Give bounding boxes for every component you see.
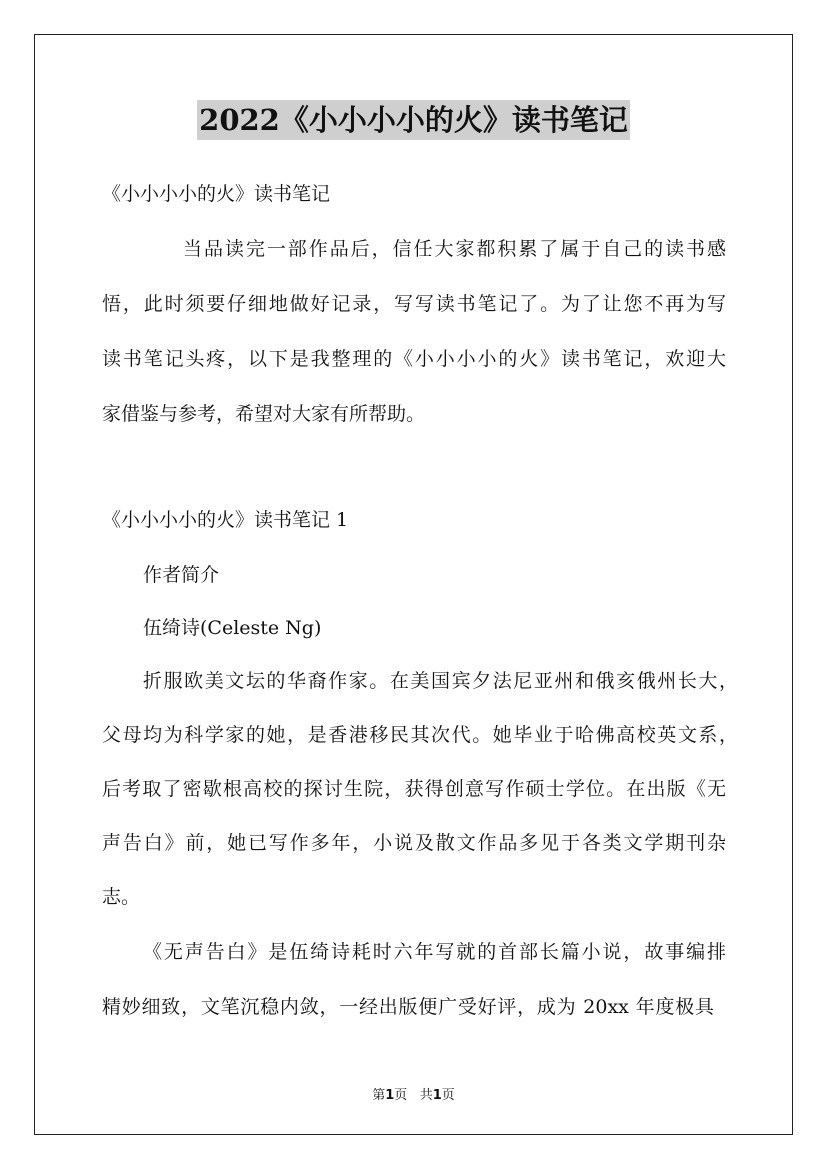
- footer-total-number: 1: [432, 1088, 442, 1103]
- bio-line-3: 后考取了密歇根高校的探讨生院，获得创意写作硕士学位。在出版《无: [102, 778, 726, 800]
- page-footer: [0, 1084, 827, 1103]
- author-name: 伍绮诗(Celeste Ng): [143, 617, 322, 639]
- author-heading: 作者简介: [143, 564, 220, 586]
- intro-line-1: 当品读完一部作品后，信任大家都积累了属于自己的读书感: [183, 238, 726, 260]
- footer-page-prefix: 第: [372, 1088, 386, 1103]
- footer-total-prefix: 共: [419, 1088, 433, 1103]
- intro-line-2: 悟，此时须要仔细地做好记录，写写读书笔记了。为了让您不再为写: [102, 293, 726, 315]
- bio-line-5: 志。: [102, 886, 141, 908]
- section-heading: 《小小小小的火》读书笔记 1: [102, 509, 349, 531]
- intro-line-4: 家借鉴与参考，希望对大家有所帮助。: [102, 403, 426, 425]
- book-line-1: 《无声告白》是伍绮诗耗时六年写就的首部长篇小说，故事编排: [143, 941, 726, 963]
- subtitle: 《小小小小的火》读书笔记: [102, 183, 331, 205]
- intro-line-3: 读书笔记头疼，以下是我整理的《小小小小的火》读书笔记，欢迎大: [102, 348, 726, 370]
- book-line-2: 精妙细致，文笔沉稳内敛，一经出版便广受好评，成为 20xx 年度极具: [102, 996, 714, 1018]
- bio-line-2: 父母均为科学家的她，是香港移民其次代。她毕业于哈佛高校英文系，: [102, 724, 738, 746]
- bio-line-1: 折服欧美文坛的华裔作家。在美国宾夕法尼亚州和俄亥俄州长大，: [143, 670, 738, 692]
- bio-line-4: 声告白》前，她已写作多年，小说及散文作品多见于各类文学期刊杂: [102, 832, 726, 854]
- footer-total-suffix: 页: [441, 1088, 455, 1103]
- title-container: [0, 100, 827, 140]
- footer-page-suffix: 页: [394, 1088, 408, 1103]
- footer-page-number: 1: [385, 1088, 395, 1103]
- document-title: 2022《小小小小的火》读书笔记: [197, 100, 630, 140]
